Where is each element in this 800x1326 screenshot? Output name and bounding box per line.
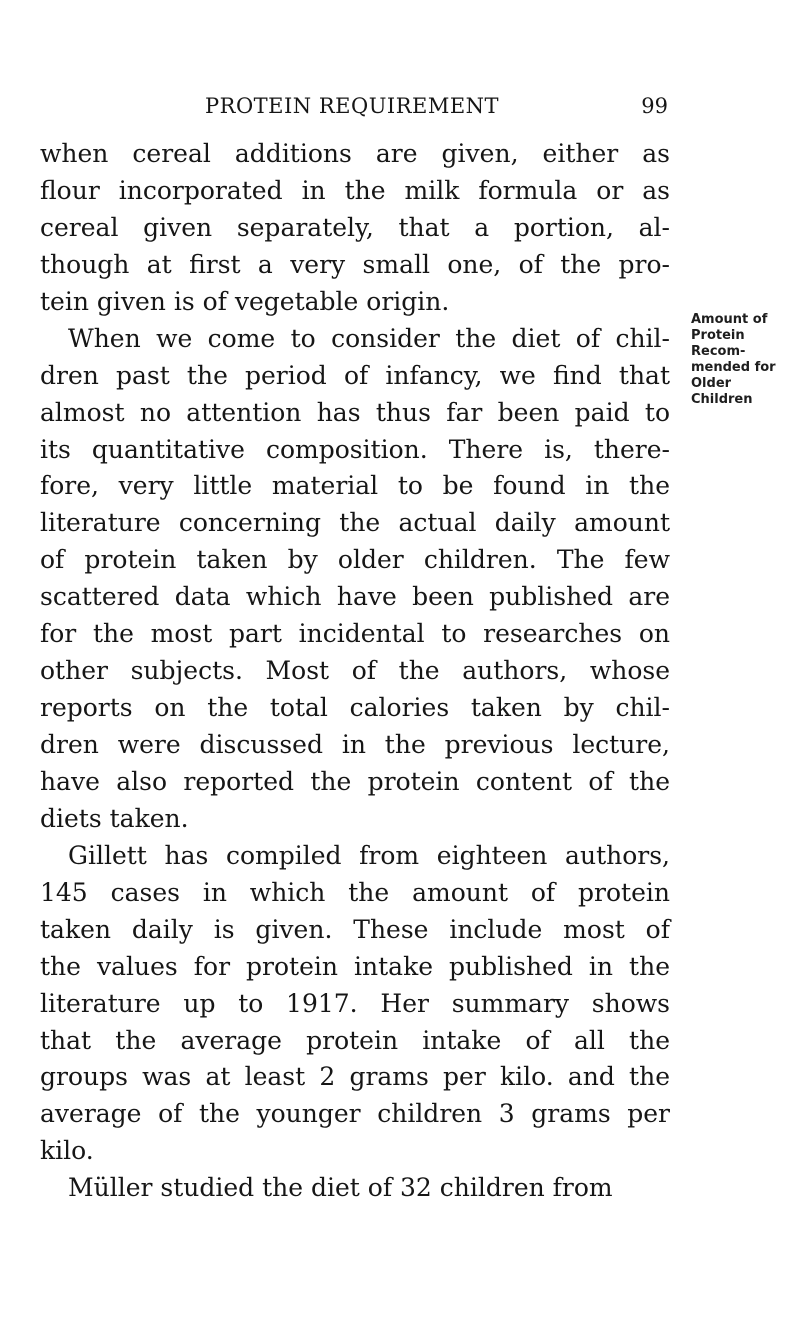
body-text [40,136,670,1207]
text-line: taken daily is given. These include most of [40,914,670,944]
text-line: average of the younger children 3 grams per [40,1099,670,1129]
marginal-note-line: Recom- [691,344,746,359]
marginal-note [691,312,799,408]
page-number: 99 [641,94,668,118]
text-line: the values for protein intake published in the [40,951,670,981]
text-line: though at first a very small one, of the pro- [40,249,670,279]
text-line: for the most part incidental to researches on [40,619,670,649]
marginal-note-line: Protein [691,328,745,343]
text-line: flour incorporated in the milk formula or as [40,175,670,205]
text-line: have also reported the protein content of the [40,766,670,796]
text-line: tein given is of vegetable origin. [40,286,450,316]
text-line: Gillett has compiled from eighteen authors, [68,840,670,870]
text-line: diets taken. [40,803,189,833]
text-line: When we come to consider the diet of chil- [68,323,670,353]
text-line: its quantitative composition. There is, there- [40,434,670,464]
text-line: groups was at least 2 grams per kilo. and the [40,1062,670,1092]
running-title: PROTEIN REQUIREMENT [205,94,500,118]
text-line: dren past the period of infancy, we find that [40,360,670,390]
text-line: that the average protein intake of all the [40,1025,670,1055]
text-line: scattered data which have been published are [40,582,670,612]
marginal-note-line: Children [691,392,753,407]
page-header [40,86,668,126]
text-line: literature up to 1917. Her summary shows [40,988,670,1018]
text-line: of protein taken by older children. The few [40,545,670,575]
text-line: dren were discussed in the previous lecture, [40,730,670,759]
text-line: almost no attention has thus far been paid to [40,397,670,427]
text-line: Müller studied the diet of 32 children from [68,1173,613,1203]
marginal-note-line: Older [691,376,732,391]
marginal-note-line: mended for [691,360,776,375]
text-line: 145 cases in which the amount of protein [40,877,670,907]
text-line: cereal given separately, that a portion, al- [40,212,670,242]
text-line: kilo. [40,1136,94,1166]
text-line: reports on the total calories taken by chil- [40,693,670,723]
text-line: fore, very little material to be found in the [40,471,670,501]
text-line: when cereal additions are given, either as [40,139,670,168]
text-line: literature concerning the actual daily amount [40,508,670,538]
marginal-note-line: Amount of [691,312,768,327]
text-line: other subjects. Most of the authors, whose [40,656,670,686]
